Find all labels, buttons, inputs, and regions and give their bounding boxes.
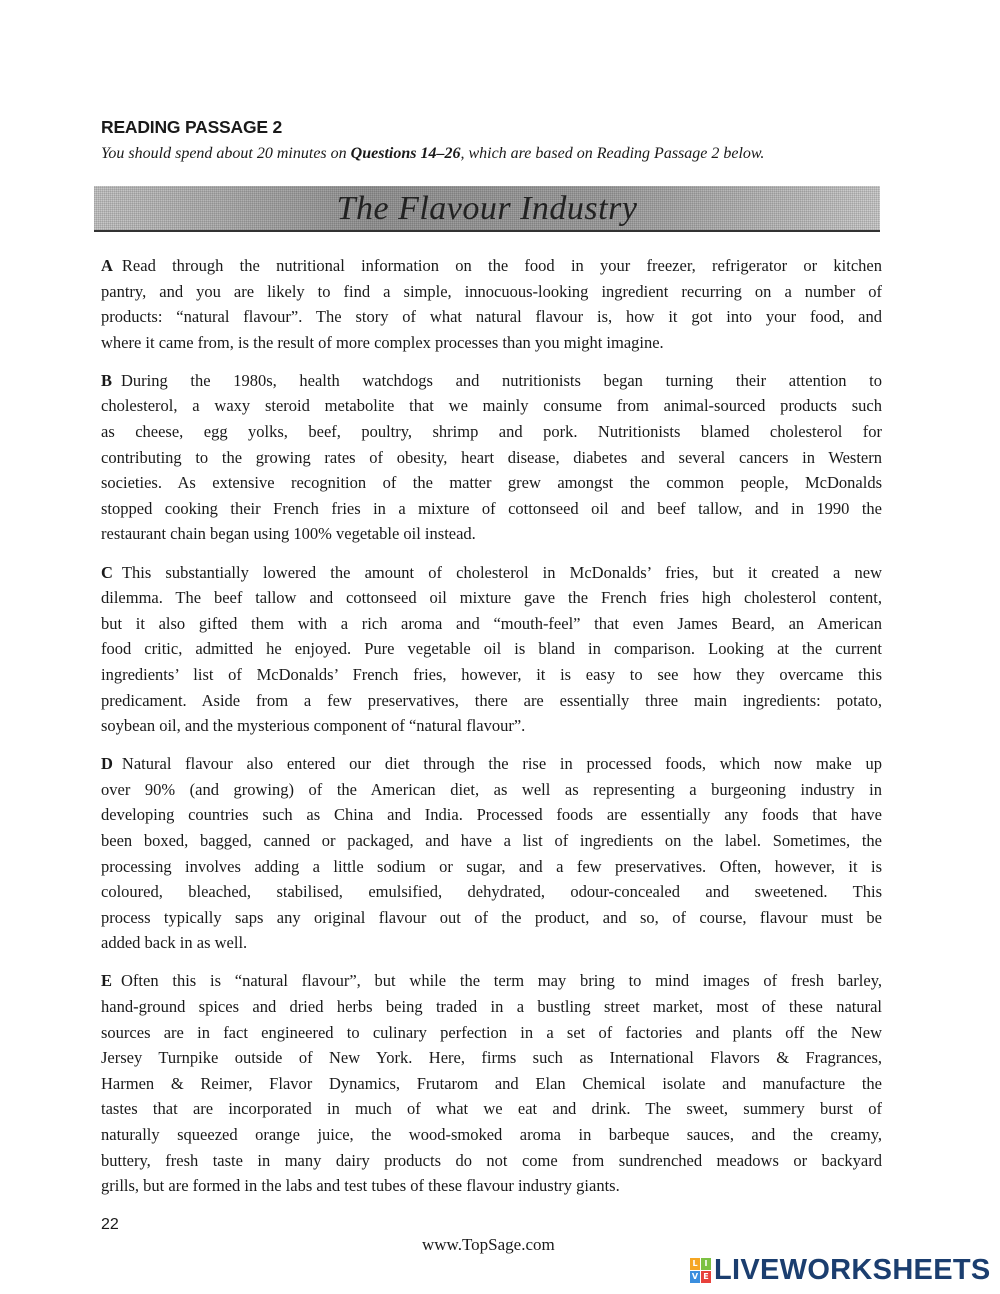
paragraph-line — [101, 828, 882, 854]
paragraph-line — [101, 611, 882, 637]
paragraph-line — [101, 905, 882, 931]
paragraph-text: stopped cooking their French fries in a mixture of cottonseed oil and beef tallow, and in 1990 the — [101, 498, 882, 518]
website-link[interactable]: www.TopSage.com — [422, 1235, 555, 1254]
paragraph-text: sources are in fact engineered to culinary perfection in a set of factories and plants off the New — [101, 1022, 882, 1042]
paragraph-text: dilemma. The beef tallow and cottonseed oil mixture gave the French fries high cholesterol content, — [101, 588, 882, 608]
paragraph-text: predicament. Aside from a few preservatives, there are essentially three main ingredients: potato, — [101, 690, 882, 710]
paragraph-line — [101, 636, 882, 662]
instruction-text: You should spend about 20 minutes on — [101, 145, 351, 162]
paragraph-line — [101, 802, 882, 828]
paragraph-text: but it also gifted them with a rich aroma and “mouth-feel” that even James Beard, an American — [101, 613, 882, 633]
logo-letter-tile: E — [701, 1271, 711, 1283]
paragraph-b — [101, 368, 882, 547]
paragraph-line — [101, 1020, 882, 1046]
paragraph-letter: A — [101, 256, 113, 275]
paragraph-text: Often this is “natural flavour”, but while the term may bring to mind images of fresh barley, — [121, 971, 882, 991]
instruction-questions: Questions 14–26 — [350, 145, 461, 162]
paragraph-text: Natural flavour also entered our diet through the rise in processed foods, which now make up — [121, 754, 882, 774]
paragraph-text: ingredients’ list of McDonalds’ French fries, however, it is easy to see how they overcame this — [101, 664, 882, 684]
paragraph-text: food critic, admitted he enjoyed. Pure vegetable oil is bland in comparison. Looking at the current — [101, 639, 882, 659]
paragraph-a — [101, 253, 882, 355]
paragraph-line — [101, 445, 882, 471]
paragraph-text: Harmen & Reimer, Flavor Dynamics, Frutarom and Elan Chemical isolate and manufacture the — [101, 1073, 882, 1093]
paragraph-c — [101, 560, 882, 739]
paragraph-text: over 90% (and growing) of the American diet, as well as representing a burgeoning industry in — [101, 779, 882, 799]
title-banner — [94, 186, 880, 232]
paragraph-text: tastes that are incorporated in much of what we eat and drink. The sweet, summery burst of — [101, 1099, 882, 1119]
paragraph-text: Jersey Turnpike outside of New York. Here, firms such as International Flavors & Fragrances, — [101, 1048, 882, 1068]
passage-title: The Flavour Industry — [336, 190, 638, 227]
paragraph-line — [101, 994, 882, 1020]
paragraph-text: naturally squeezed orange juice, the wood-smoked aroma in barbeque sauces, and the creamy, — [101, 1125, 882, 1144]
paragraph-letter: B — [101, 370, 113, 390]
paragraph-text: been boxed, bagged, canned or packaged, and have a list of ingredients on the label. Sometimes, the — [101, 830, 882, 850]
paragraph-text: processing involves adding a little sodium or sugar, and a few preservatives. Often, however, it is — [101, 856, 882, 876]
paragraph-text: During the 1980s, health watchdogs and nutritionists began turning their attention to — [121, 370, 882, 390]
paragraph-e — [101, 968, 882, 1198]
logo-letter-tile: V — [691, 1272, 699, 1281]
logo-icon — [690, 1258, 711, 1283]
paragraph-line — [101, 1148, 882, 1174]
paragraph-text: hand-ground spices and dried herbs being traded in a bustling street market, most of these natural — [101, 997, 882, 1017]
paragraph-text: pantry, and you are likely to find a simple, innocuous-looking ingredient recurring on a number of — [101, 281, 882, 301]
paragraph-letter: E — [101, 971, 113, 991]
paragraph-line — [101, 713, 882, 739]
paragraph-text: added back in as well. — [101, 933, 248, 953]
paragraph-text: restaurant chain began using 100% vegetable oil instead. — [101, 524, 476, 544]
paragraph-line — [101, 751, 882, 777]
paragraph-line — [101, 1096, 882, 1122]
paragraph-line — [101, 279, 882, 305]
paragraph-text: societies. As extensive recognition of the matter grew amongst the common people, McDonalds — [101, 473, 882, 493]
paragraph-d — [101, 751, 882, 956]
paragraph-line — [101, 930, 882, 956]
paragraph-text: cholesterol, a waxy steroid metabolite that we mainly consume from animal-sourced products such — [101, 396, 882, 416]
paragraph-line — [101, 1045, 882, 1071]
paragraph-line — [101, 777, 882, 803]
paragraph-text: coloured, bleached, stabilised, emulsified, dehydrated, odour-concealed and sweetened. This — [101, 882, 882, 902]
paragraph-line — [101, 560, 882, 586]
logo-text: LIVEWORKSHEETS — [714, 1254, 991, 1286]
paragraph-line — [101, 521, 882, 547]
paragraph-text: process typically saps any original flavour out of the product, and so, of course, flavour must be — [101, 907, 882, 927]
paragraph-line — [101, 496, 882, 522]
paragraph-line — [101, 585, 882, 611]
paragraph-line — [101, 1122, 882, 1148]
paragraph-line — [101, 1173, 882, 1199]
paragraph-line — [101, 688, 882, 714]
paragraph-line — [101, 968, 882, 994]
paragraph-line — [101, 419, 882, 445]
logo-letter-tile: I — [701, 1258, 711, 1270]
paragraph-line — [101, 854, 882, 880]
paragraph-text: grills, but are formed in the labs and test tubes of these flavour industry giants. — [101, 1176, 620, 1196]
paragraph-line — [101, 470, 882, 496]
paragraph-text: contributing to the growing rates of obesity, heart disease, diabetes and several cancers in Western — [101, 447, 882, 467]
paragraph-letter: C — [101, 562, 113, 582]
instruction-text-end: , which are based on Reading Passage 2 below. — [460, 145, 765, 162]
paragraph-line — [101, 330, 882, 356]
paragraph-line — [101, 304, 882, 330]
paragraph-letter: D — [101, 754, 113, 774]
paragraph-text: Read through the nutritional information on the food in your freezer, refrigerator or kitchen — [121, 256, 882, 275]
paragraph-text: where it came from, is the result of more complex processes than you might imagine. — [101, 332, 664, 352]
paragraph-text: as cheese, egg yolks, beef, poultry, shrimp and pork. Nutritionists blamed cholesterol for — [101, 422, 882, 442]
page-number: 22 — [101, 1216, 119, 1233]
passage-body — [101, 253, 882, 1211]
paragraph-line — [101, 253, 882, 279]
paragraph-text: This substantially lowered the amount of cholesterol in McDonalds’ fries, but it created a new — [121, 562, 882, 582]
paragraph-line — [101, 1071, 882, 1097]
paragraph-text: products: “natural flavour”. The story of what natural flavour is, how it got into your food, and — [101, 307, 882, 327]
paragraph-line — [101, 368, 882, 394]
paragraph-text: buttery, fresh taste in many dairy products do not come from sundrenched meadows or backyard — [101, 1150, 882, 1170]
paragraph-line — [101, 662, 882, 688]
paragraph-text: soybean oil, and the mysterious component of “natural flavour”. — [101, 716, 526, 736]
liveworksheets-logo — [690, 1254, 991, 1287]
paragraph-line — [101, 393, 882, 419]
paragraph-text: developing countries such as China and India. Processed foods are essentially any foods that have — [101, 805, 882, 825]
paragraph-line — [101, 879, 882, 905]
logo-letter-tile: L — [690, 1258, 700, 1270]
instructions — [101, 145, 764, 163]
section-heading: READING PASSAGE 2 — [101, 117, 283, 137]
